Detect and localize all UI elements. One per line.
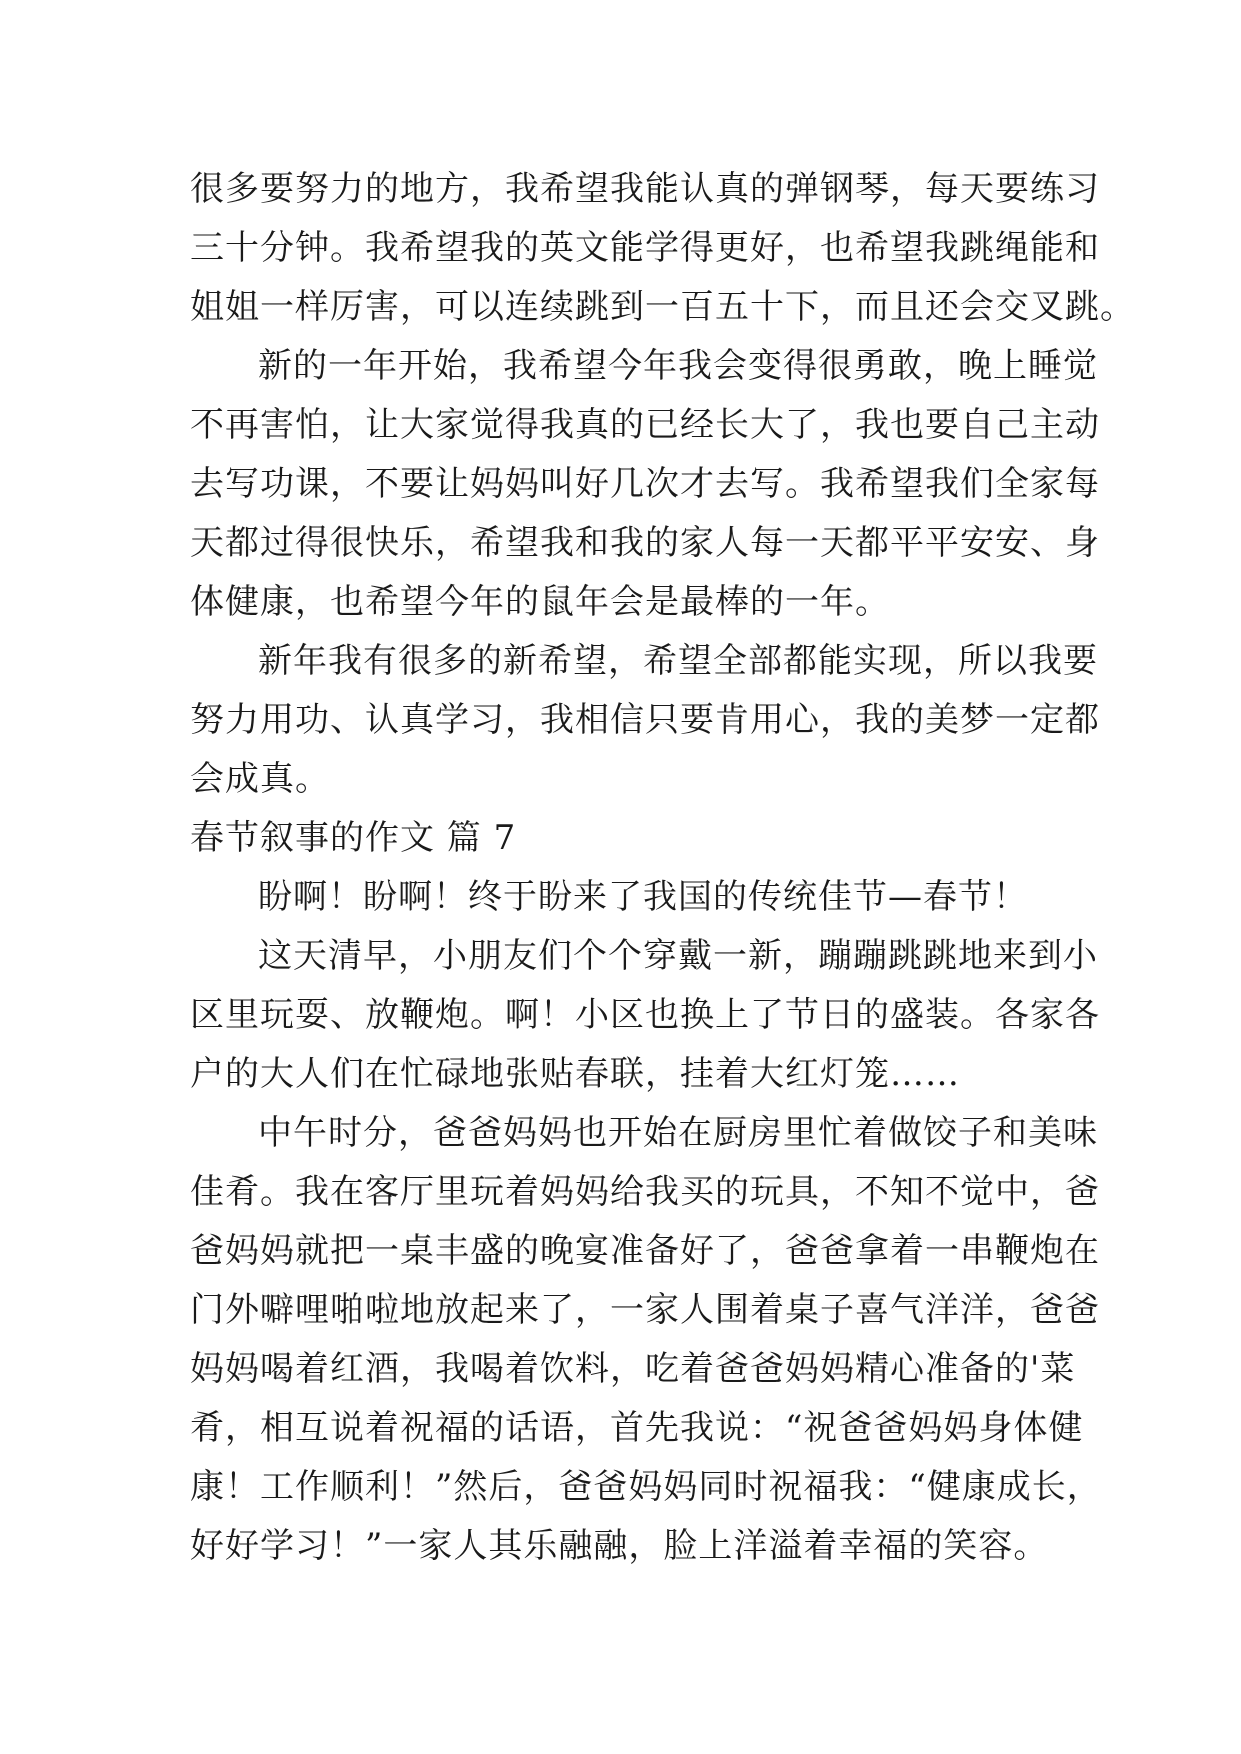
text-line: 妈妈喝着红酒，我喝着饮料，吃着爸爸妈妈精心准备的'菜 xyxy=(190,1349,1076,1389)
text-line: 三十分钟。我希望我的英文能学得更好，也希望我跳绳能和 xyxy=(190,228,1100,268)
text-line: 户的大人们在忙碌地张贴春联，挂着大红灯笼…… xyxy=(190,1054,960,1094)
text-line: 佳肴。我在客厅里玩着妈妈给我买的玩具，不知不觉中，爸 xyxy=(190,1172,1100,1212)
paragraph xyxy=(190,160,1135,337)
text-line: 努力用功、认真学习，我相信只要肯用心，我的美梦一定都 xyxy=(190,700,1100,740)
paragraph xyxy=(190,337,1100,632)
text-line: 好好学习！”一家人其乐融融，脸上洋溢着幸福的笑容。 xyxy=(190,1526,1049,1566)
text-line: 会成真。 xyxy=(190,759,330,799)
text-line: 这天清早，小朋友们个个穿戴一新，蹦蹦跳跳地来到小 xyxy=(258,936,1098,976)
text-line: 盼啊！盼啊！终于盼来了我国的传统佳节—春节！ xyxy=(258,877,1028,917)
text-line: 康！工作顺利！”然后，爸爸妈妈同时祝福我：“健康成长， xyxy=(190,1467,1102,1507)
text-line: 体健康，也希望今年的鼠年会是最棒的一年。 xyxy=(190,582,890,622)
text-line: 去写功课，不要让妈妈叫好几次才去写。我希望我们全家每 xyxy=(190,464,1100,504)
text-line: 肴，相互说着祝福的话语，首先我说：“祝爸爸妈妈身体健 xyxy=(190,1408,1084,1448)
paragraph xyxy=(190,868,1060,927)
text-line: 天都过得很快乐，希望我和我的家人每一天都平平安安、身 xyxy=(190,523,1100,563)
text-line: 中午时分，爸爸妈妈也开始在厨房里忙着做饺子和美味 xyxy=(258,1113,1098,1153)
paragraph xyxy=(190,1104,1102,1576)
text-line: 爸妈妈就把一桌丰盛的晚宴准备好了，爸爸拿着一串鞭炮在 xyxy=(190,1231,1100,1271)
text-line: 新年我有很多的新希望，希望全部都能实现，所以我要 xyxy=(258,641,1098,681)
document-body xyxy=(190,160,1135,1576)
text-line: 不再害怕，让大家觉得我真的已经长大了，我也要自己主动 xyxy=(190,405,1100,445)
text-line: 区里玩耍、放鞭炮。啊！小区也换上了节日的盛装。各家各 xyxy=(190,995,1100,1035)
text-line: 新的一年开始，我希望今年我会变得很勇敢，晚上睡觉 xyxy=(258,346,1098,386)
paragraph xyxy=(190,632,1100,809)
text-line: 门外噼哩啪啦地放起来了，一家人围着桌子喜气洋洋，爸爸 xyxy=(190,1290,1100,1330)
text-line: 很多要努力的地方，我希望我能认真的弹钢琴，每天要练习 xyxy=(190,169,1100,209)
text-line: 姐姐一样厉害，可以连续跳到一百五十下，而且还会交叉跳。 xyxy=(190,287,1135,327)
paragraph xyxy=(190,927,1100,1104)
section-heading: 春节叙事的作文 篇 7 xyxy=(190,818,517,858)
